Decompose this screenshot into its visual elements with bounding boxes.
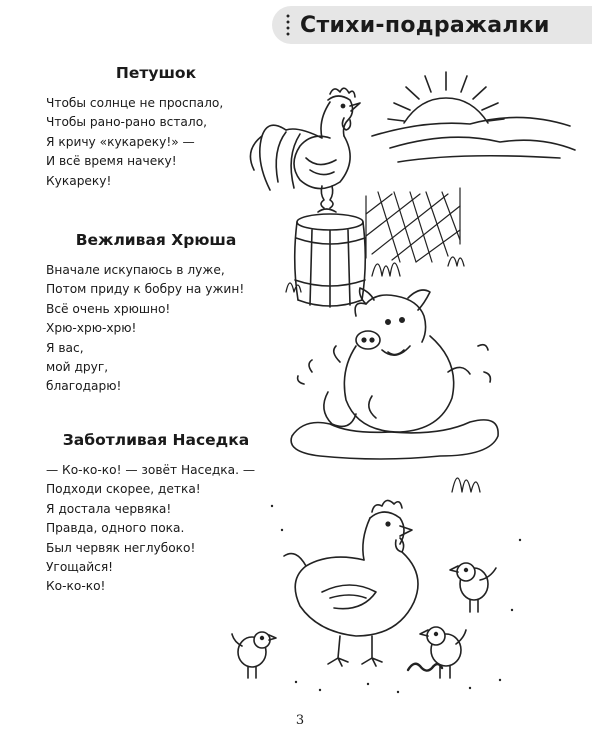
- fence-icon: [366, 188, 460, 262]
- poem-line: Ко-ко-ко!: [46, 579, 106, 594]
- poem-line: Правда, одного пока.: [46, 521, 185, 536]
- poem-title: Вежливая Хрюша: [75, 231, 237, 249]
- rooster-icon: [250, 88, 360, 212]
- hen-icon: [284, 500, 418, 666]
- ground-dots: [271, 505, 521, 693]
- poem-line: Всё очень хрюшно!: [46, 301, 171, 316]
- poem-line: благодарю!: [46, 379, 122, 394]
- poem-line: Потом приду к бобру на ужин!: [46, 282, 245, 297]
- sun-icon: [372, 72, 575, 162]
- poem-line: Подходи скорее, детка!: [46, 482, 201, 497]
- poem-line: — Ко-ко-ко! — зовёт Наседка. —: [46, 463, 256, 477]
- poem-line: Я кричу «кукареку!» —: [46, 134, 195, 149]
- poem-line: Чтобы рано-рано встало,: [46, 115, 208, 130]
- poem-line: Кукареку!: [46, 173, 112, 188]
- poem-line: Хрю-хрю-хрю!: [46, 321, 137, 336]
- poem-line: И всё время начеку!: [46, 154, 177, 169]
- poem-line: Чтобы солнце не проспало,: [46, 96, 224, 110]
- barrel-icon: [295, 214, 366, 307]
- poem-title: Заботливая Наседка: [62, 431, 250, 449]
- poem-line: Угощайся!: [46, 560, 114, 575]
- poem-title: Петушок: [115, 64, 197, 82]
- poem-line: Я достала червяка!: [46, 501, 172, 516]
- poem-line: Вначале искупаюсь в луже,: [46, 263, 225, 277]
- section-title: Стихи-подражалки: [300, 12, 550, 38]
- poem-line: Я вас,: [46, 340, 84, 355]
- grass-icon: [286, 257, 480, 492]
- chick-icon: [232, 632, 276, 678]
- pig-icon: [298, 288, 491, 432]
- chick-icon: [450, 563, 496, 612]
- page-number: 3: [295, 713, 305, 728]
- worm-icon: [408, 664, 442, 671]
- poem-line: мой друг,: [46, 360, 109, 375]
- poem-line: Был червяк неглубоко!: [46, 540, 196, 555]
- puddle-icon: [291, 420, 498, 459]
